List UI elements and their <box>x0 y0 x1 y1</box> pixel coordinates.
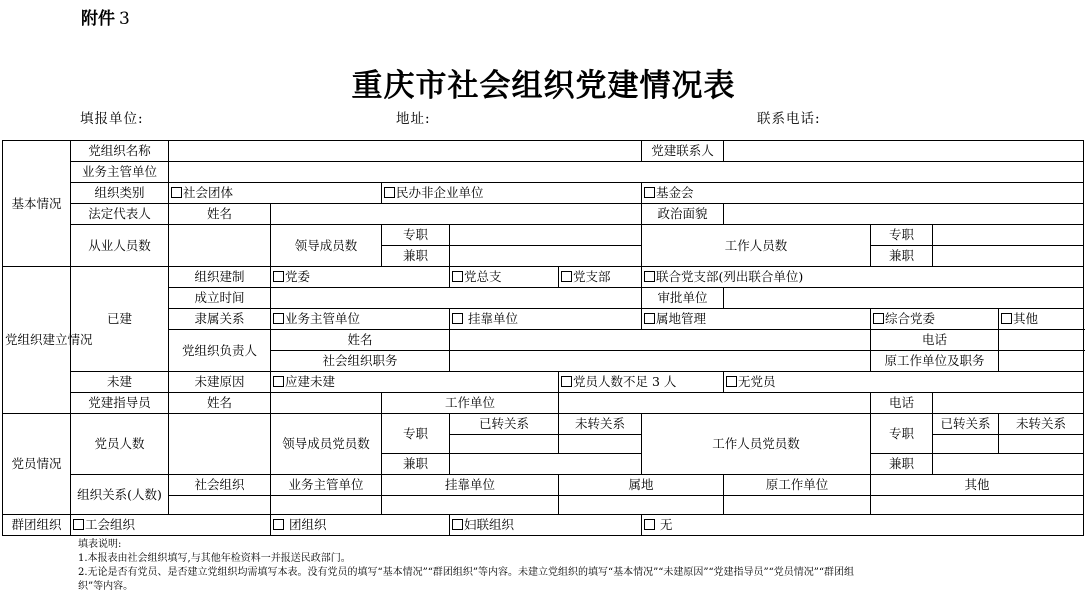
opt-no-members[interactable]: 无党员 <box>724 372 1084 393</box>
opt-insufficient[interactable]: 党员人数不足 3 人 <box>559 372 724 393</box>
leader-member-parttime-label: 兼职 <box>382 454 450 475</box>
staff-member-parttime-label: 兼职 <box>871 454 933 475</box>
supervisor-unit-field[interactable] <box>271 496 382 515</box>
guide-phone-field[interactable] <box>933 393 1084 414</box>
checkbox-icon[interactable] <box>644 519 655 530</box>
transferred-label: 已转关系 <box>450 414 559 435</box>
attached-unit-label: 挂靠单位 <box>382 475 559 496</box>
opt-supervisor-unit[interactable]: 业务主管单位 <box>271 309 450 330</box>
original-unit-field[interactable] <box>724 496 871 515</box>
territory-field[interactable] <box>559 496 724 515</box>
political-status-field[interactable] <box>724 204 1084 225</box>
notes-line-3: 织”等内容。 <box>78 581 134 592</box>
transferred-2-label: 已转关系 <box>933 414 999 435</box>
page-title: 重庆市社会组织党建情况表 <box>351 68 736 104</box>
checkbox-icon[interactable] <box>452 271 463 282</box>
checkbox-icon[interactable] <box>873 313 884 324</box>
attachment-number: 3 <box>119 9 130 29</box>
leader-fulltime-label: 专职 <box>382 225 450 246</box>
checkbox-icon[interactable] <box>644 313 655 324</box>
checkbox-icon[interactable] <box>273 313 284 324</box>
guide-phone-label: 电话 <box>871 393 933 414</box>
worker-fulltime-field[interactable] <box>933 225 1084 246</box>
legal-rep-name-label: 姓名 <box>169 204 271 225</box>
supervisor-label: 业务主管单位 <box>71 162 169 183</box>
checkbox-icon[interactable] <box>171 187 182 198</box>
original-unit-position-field[interactable] <box>999 351 1084 372</box>
staff-count-label: 从业人员数 <box>71 225 169 267</box>
opt-foundation[interactable]: 基金会 <box>642 183 1084 204</box>
political-status-label: 政治面貌 <box>642 204 724 225</box>
leader-fulltime-field[interactable] <box>450 225 642 246</box>
leader-parttime-field[interactable] <box>450 246 642 267</box>
checkbox-icon[interactable] <box>273 376 284 387</box>
supervisor-field[interactable] <box>169 162 1084 183</box>
legal-rep-label: 法定代表人 <box>71 204 169 225</box>
org-type-label: 组织类别 <box>71 183 169 204</box>
social-org-field[interactable] <box>169 496 271 515</box>
checkbox-icon[interactable] <box>452 519 463 530</box>
other-label: 其他 <box>871 475 1084 496</box>
notes <box>78 538 1008 594</box>
transferred-field[interactable] <box>450 435 559 454</box>
checkbox-icon[interactable] <box>273 271 284 282</box>
head-phone-field[interactable] <box>999 330 1084 351</box>
leader-parttime-label: 兼职 <box>382 246 450 267</box>
member-count-label: 党员人数 <box>71 414 169 475</box>
opt-other[interactable]: 其他 <box>999 309 1084 330</box>
opt-joint-branch[interactable]: 联合党支部(列出联合单位) <box>642 267 1084 288</box>
not-transferred-2-label: 未转关系 <box>999 414 1084 435</box>
not-transferred-2-field[interactable] <box>999 435 1084 454</box>
members-section-label: 党员情况 <box>3 414 71 515</box>
address-label: 地址: <box>396 111 431 127</box>
staff-member-parttime-field[interactable] <box>933 454 1084 475</box>
worker-count-label: 工作人员数 <box>642 225 871 267</box>
opt-youth[interactable]: 团组织 <box>271 515 450 536</box>
staff-count-field[interactable] <box>169 225 271 267</box>
phone-label: 联系电话: <box>757 111 821 127</box>
guide-label: 党建指导员 <box>71 393 169 414</box>
leader-member-parttime-field[interactable] <box>450 454 642 475</box>
worker-parttime-label: 兼职 <box>871 246 933 267</box>
opt-private-nonenterprise[interactable]: 民办非企业单位 <box>382 183 642 204</box>
establishment-section-label: 党组织建立情况 <box>3 267 71 414</box>
checkbox-icon[interactable] <box>561 376 572 387</box>
supervisor-unit-label: 业务主管单位 <box>271 475 382 496</box>
founded-time-field[interactable] <box>271 288 642 309</box>
party-org-name-field[interactable] <box>169 141 642 162</box>
staff-member-fulltime-label: 专职 <box>871 414 933 454</box>
original-unit-position-label: 原工作单位及职务 <box>871 351 999 372</box>
worker-parttime-field[interactable] <box>933 246 1084 267</box>
attached-unit-field[interactable] <box>382 496 559 515</box>
checkbox-icon[interactable] <box>73 519 84 530</box>
opt-branch[interactable]: 党支部 <box>559 267 642 288</box>
checkbox-icon[interactable] <box>561 271 572 282</box>
not-established-label: 未建 <box>71 372 169 393</box>
social-position-label: 社会组织职务 <box>271 351 450 372</box>
checkbox-icon[interactable] <box>1001 313 1012 324</box>
org-structure-label: 组织建制 <box>169 267 271 288</box>
affiliation-label: 隶属关系 <box>169 309 271 330</box>
party-head-label: 党组织负责人 <box>169 330 271 372</box>
member-count-field[interactable] <box>169 414 271 475</box>
opt-attached-unit[interactable]: 挂靠单位 <box>450 309 642 330</box>
party-org-name-label: 党组织名称 <box>71 141 169 162</box>
checkbox-icon[interactable] <box>644 271 655 282</box>
checkbox-icon[interactable] <box>644 187 655 198</box>
org-relation-label: 组织关系(人数) <box>71 475 169 515</box>
head-phone-label: 电话 <box>871 330 999 351</box>
opt-union[interactable]: 工会组织 <box>71 515 271 536</box>
territory-label: 属地 <box>559 475 724 496</box>
guide-name-field[interactable] <box>271 393 382 414</box>
not-transferred-label: 未转关系 <box>559 414 642 435</box>
not-transferred-field[interactable] <box>559 435 642 454</box>
attachment-label: 附件 3 <box>81 9 130 29</box>
approval-unit-label: 审批单位 <box>642 288 724 309</box>
opt-territorial[interactable]: 属地管理 <box>642 309 871 330</box>
party-building-table <box>2 140 1084 536</box>
opt-should-build[interactable]: 应建未建 <box>271 372 559 393</box>
opt-women[interactable]: 妇联组织 <box>450 515 642 536</box>
opt-committee[interactable]: 党委 <box>271 267 450 288</box>
head-name-field[interactable] <box>450 330 871 351</box>
worker-fulltime-label: 专职 <box>871 225 933 246</box>
work-unit-field[interactable] <box>559 393 871 414</box>
leader-count-label: 领导成员数 <box>271 225 382 267</box>
head-name-label: 姓名 <box>271 330 450 351</box>
mass-section-label: 群团组织 <box>3 515 71 536</box>
checkbox-icon[interactable] <box>726 376 737 387</box>
legal-rep-name-field[interactable] <box>271 204 642 225</box>
notes-heading: 填表说明: <box>78 539 122 550</box>
opt-general-branch[interactable]: 党总支 <box>450 267 559 288</box>
established-label: 已建 <box>71 267 169 372</box>
opt-comprehensive[interactable]: 综合党委 <box>871 309 999 330</box>
notes-line-2: 2.无论是否有党员、是否建立党组织均需填写本表。没有党员的填写“基本情况”“群团组织”等内容。未建立党组织的填写“基本情况”“未建原因”“党建指导员”“党员情况”“群团组 <box>78 567 854 578</box>
founded-time-label: 成立时间 <box>169 288 271 309</box>
other-field[interactable] <box>871 496 1084 515</box>
checkbox-icon[interactable] <box>384 187 395 198</box>
notes-line-1: 1.本报表由社会组织填写,与其他年检资料一并报送民政部门。 <box>78 553 351 564</box>
social-org-label: 社会组织 <box>169 475 271 496</box>
guide-name-label: 姓名 <box>169 393 271 414</box>
transferred-2-field[interactable] <box>933 435 999 454</box>
party-contact-field[interactable] <box>724 141 1084 162</box>
opt-none[interactable]: 无 <box>642 515 1084 536</box>
approval-unit-field[interactable] <box>724 288 1084 309</box>
work-unit-label: 工作单位 <box>382 393 559 414</box>
original-unit-label: 原工作单位 <box>724 475 871 496</box>
basic-section-label: 基本情况 <box>3 141 71 267</box>
checkbox-icon[interactable] <box>273 519 284 530</box>
opt-social-group[interactable]: 社会团体 <box>169 183 382 204</box>
party-contact-label: 党建联系人 <box>642 141 724 162</box>
social-position-field[interactable] <box>450 351 871 372</box>
reason-label: 未建原因 <box>169 372 271 393</box>
leader-member-count-label: 领导成员党员数 <box>271 414 382 475</box>
staff-member-count-label: 工作人员党员数 <box>642 414 871 475</box>
leader-member-fulltime-label: 专职 <box>382 414 450 454</box>
checkbox-icon[interactable] <box>452 313 463 324</box>
fill-unit-label: 填报单位: <box>80 111 144 127</box>
